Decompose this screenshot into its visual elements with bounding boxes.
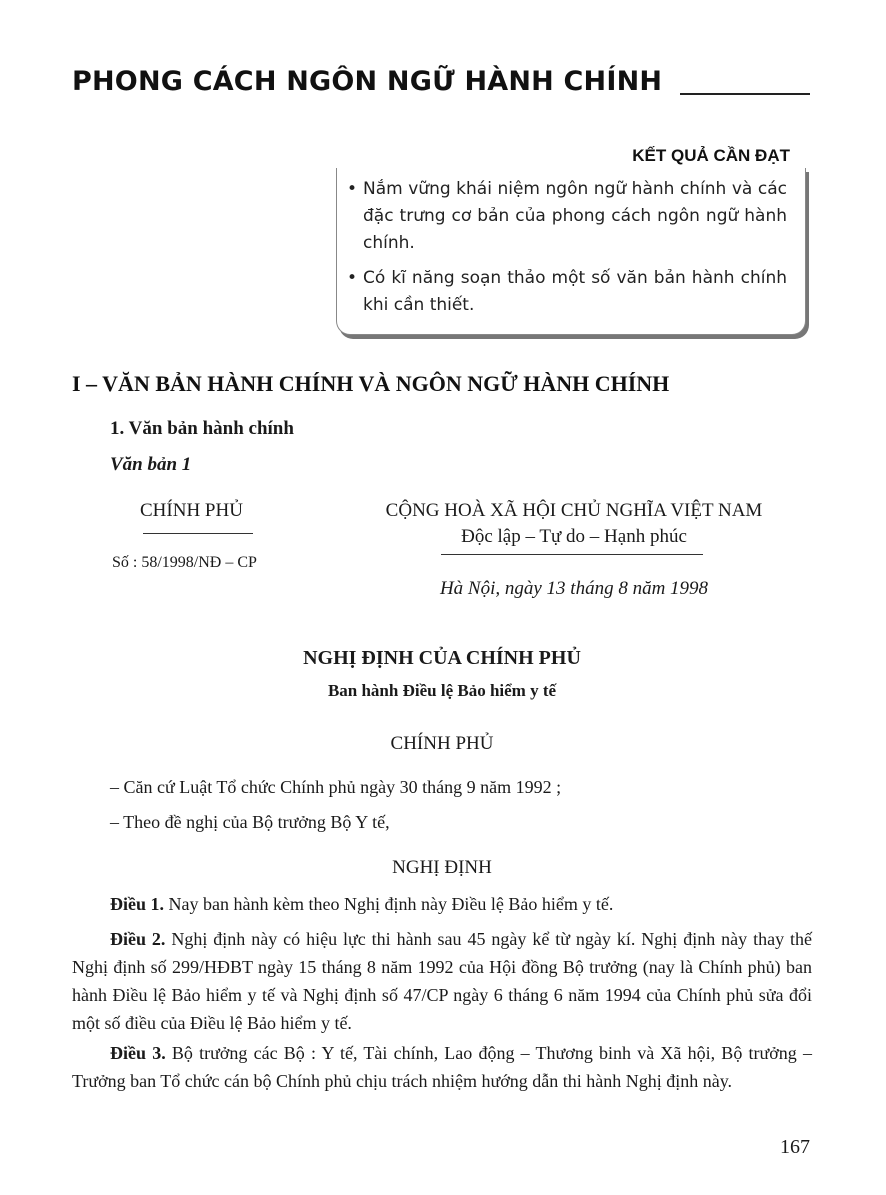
goal-item: • Có kĩ năng soạn thảo một số văn bản hành chính khi cần thiết. <box>363 265 787 319</box>
article-2 <box>72 925 812 1037</box>
article-text: Bộ trưởng các Bộ : Y tế, Tài chính, Lao động – Thương binh và Xã hội, Bộ trưởng – Trưởng ban Tổ chức cán bộ Chính phủ chịu trách nhiệm hướng dẫn thi hành Nghị định này. <box>72 1043 812 1091</box>
issuing-agency: CHÍNH PHỦ <box>140 500 243 521</box>
article-label: Điều 2. <box>110 929 166 949</box>
goal-item: • Nắm vững khái niệm ngôn ngữ hành chính và các đặc trưng cơ bản của phong cách ngôn ngữ hành chính. <box>363 176 787 257</box>
subsection-heading: 1. Văn bản hành chính <box>110 418 294 439</box>
article-1 <box>72 890 812 918</box>
title-rule <box>680 93 810 95</box>
country-name: CỘNG HOÀ XÃ HỘI CHỦ NGHĨA VIỆT NAM <box>385 500 763 521</box>
document-label: Văn bản 1 <box>110 454 192 475</box>
agency-underline <box>143 533 253 534</box>
article-text: Nay ban hành kèm theo Nghị định này Điều lệ Bảo hiểm y tế. <box>164 894 614 914</box>
legal-basis-item: – Căn cứ Luật Tổ chức Chính phủ ngày 30 tháng 9 năm 1992 ; <box>110 777 562 797</box>
article-3 <box>72 1039 812 1095</box>
article-text: Nghị định này có hiệu lực thi hành sau 45 ngày kể từ ngày kí. Nghị định này thay thế Nghị định số 299/HĐBT ngày 15 tháng 8 năm 1992 của Hội đồng Bộ trưởng (nay là Chính phủ) ban hành Điều lệ Bảo hiểm y tế và Nghị định số 47/CP ngày 6 tháng 6 năm 1994 của Chính phủ sửa đổi một số điều của Điều lệ Bảo hiểm y tế. <box>72 929 812 1033</box>
decree-subtitle: Ban hành Điều lệ Bảo hiểm y tế <box>327 681 557 700</box>
goals-heading: KẾT QUẢ CẦN ĐẠT <box>632 146 790 165</box>
chapter-title: PHONG CÁCH NGÔN NGỮ HÀNH CHÍNH <box>72 66 663 97</box>
decree-issuer: CHÍNH PHỦ <box>390 733 494 754</box>
goals-list <box>337 168 805 319</box>
national-motto: Độc lập – Tự do – Hạnh phúc <box>461 526 687 547</box>
article-label: Điều 1. <box>110 894 164 914</box>
page-number: 167 <box>780 1136 810 1158</box>
decree-title: NGHỊ ĐỊNH CỦA CHÍNH PHỦ <box>303 647 581 669</box>
section-heading: I – VĂN BẢN HÀNH CHÍNH VÀ NGÔN NGỮ HÀNH CHÍNH <box>72 371 670 396</box>
goals-box <box>336 168 806 335</box>
motto-underline <box>441 554 703 555</box>
decree-label: NGHỊ ĐỊNH <box>392 857 492 878</box>
legal-basis-item: – Theo đề nghị của Bộ trưởng Bộ Y tế, <box>110 812 390 832</box>
document-date: Hà Nội, ngày 13 tháng 8 năm 1998 <box>439 578 709 599</box>
document-number: Số : 58/1998/NĐ – CP <box>112 554 257 571</box>
article-label: Điều 3. <box>110 1043 166 1063</box>
